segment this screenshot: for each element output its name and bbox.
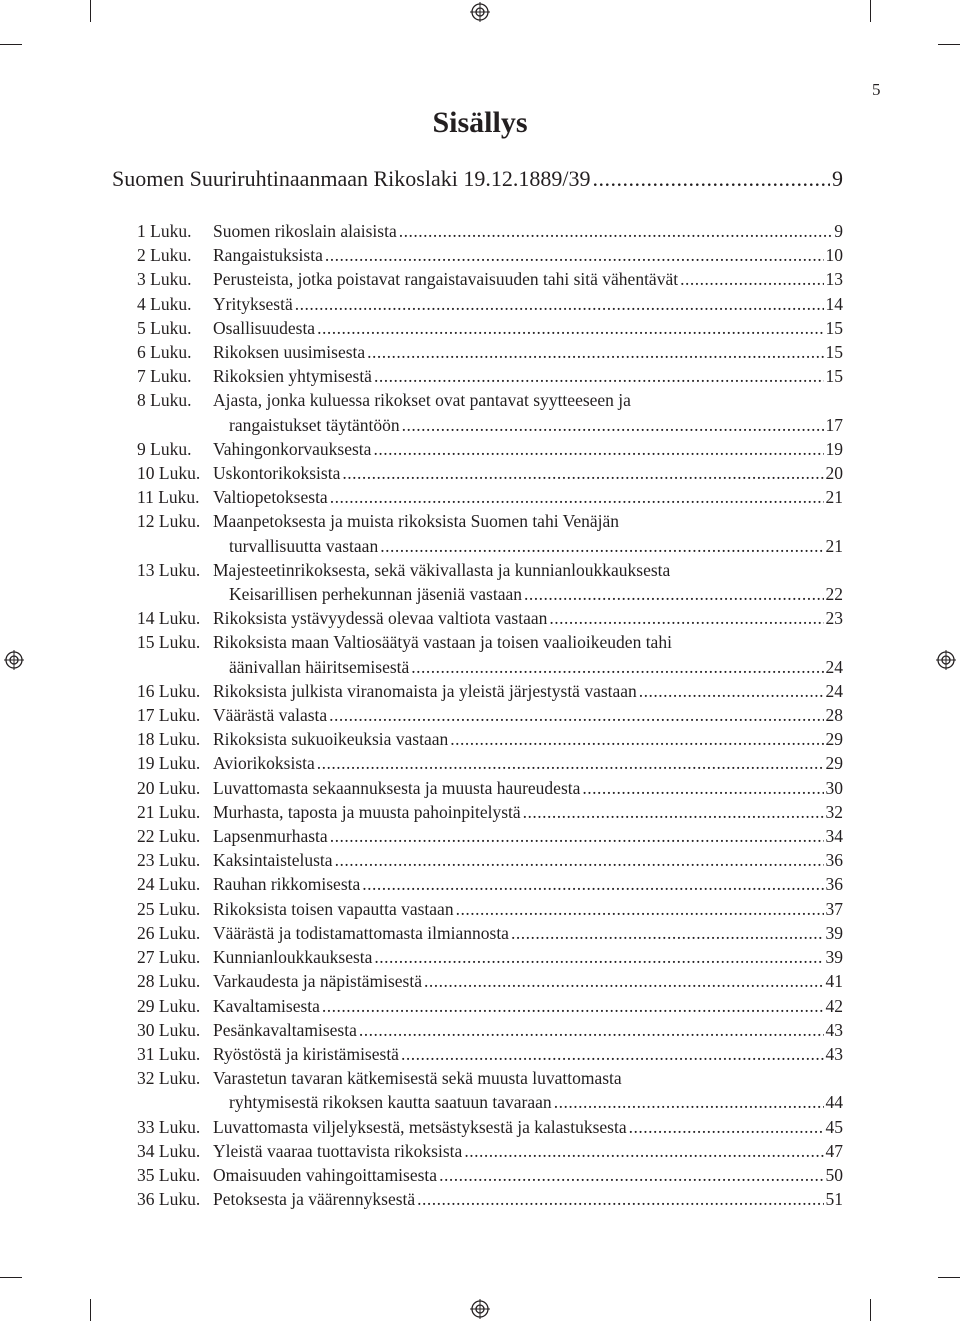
crop-mark (938, 44, 960, 45)
toc-entry-title-continued: ryhtymisestä rikoksen kautta saatuun tavaraan (229, 1092, 552, 1113)
toc-entry-number: 5 Luku. (137, 317, 192, 338)
toc-entry-number: 22 Luku. (137, 826, 201, 847)
toc-leader-dots (549, 606, 823, 630)
toc-entry-page: 15 (825, 342, 843, 363)
toc-entry-number: 10 Luku. (137, 463, 201, 484)
toc-entry-number: 33 Luku. (137, 1116, 201, 1137)
toc-leader-dots (295, 292, 824, 316)
toc-entry-title: Yleistä vaaraa tuottavista rikoksista (213, 1140, 463, 1161)
toc-entry[interactable] (137, 509, 843, 557)
toc-leader-dots (359, 1018, 824, 1042)
toc-entry[interactable] (137, 1115, 843, 1139)
toc-entry[interactable] (137, 1139, 843, 1163)
toc-entry-title: Vahingonkorvauksesta (213, 438, 372, 459)
crop-mark (870, 1299, 871, 1321)
toc-entry-title: Omaisuuden vahingoittamisesta (213, 1164, 438, 1185)
page-number: 5 (872, 80, 881, 99)
toc-entry-title-continued: turvallisuutta vastaan (229, 535, 379, 556)
toc-entry-title: Ajasta, jonka kuluessa rikokset ovat pantavat syytteeseen ja (213, 390, 631, 411)
toc-leader-dots (464, 1139, 823, 1163)
toc-leader-dots (554, 1090, 824, 1114)
toc-leader-dots (417, 1187, 823, 1211)
toc-entry-number: 36 Luku. (137, 1189, 201, 1210)
toc-leader-dots (373, 437, 823, 461)
toc-leader-dots (330, 485, 824, 509)
toc-entry[interactable] (137, 703, 843, 727)
crop-mark (90, 1299, 91, 1321)
toc-leader-dots (629, 1115, 824, 1139)
toc-entry-title: Rikoksien yhtymisestä (213, 366, 372, 387)
toc-entry-number: 9 Luku. (137, 438, 192, 459)
toc-entry-title: Uskontorikoksista (213, 463, 341, 484)
toc-entry-page: 24 (825, 680, 843, 701)
registration-target-icon (470, 2, 490, 22)
toc-entry[interactable] (137, 340, 843, 364)
toc-entry-page: 30 (825, 777, 843, 798)
toc-entry-title: Valtiopetoksesta (213, 487, 328, 508)
toc-entry[interactable] (137, 316, 843, 340)
toc-main-entry-page: 9 (832, 166, 843, 191)
toc-entry-title: Suomen rikoslain alaisista (213, 221, 397, 241)
toc-entry-number: 12 Luku. (137, 511, 201, 532)
toc-entry-page: 43 (825, 1043, 843, 1064)
toc-entry-number: 19 Luku. (137, 753, 201, 774)
toc-entry[interactable] (137, 921, 843, 945)
crop-mark (0, 44, 22, 45)
toc-entry-page: 29 (825, 753, 843, 774)
toc-leader-dots (367, 340, 823, 364)
toc-entry[interactable] (137, 485, 843, 509)
toc-entry-page: 44 (825, 1092, 843, 1113)
toc-leader-dots (329, 703, 823, 727)
registration-target-icon (936, 650, 956, 670)
toc-entry-page: 50 (825, 1164, 843, 1185)
toc-entry-number: 34 Luku. (137, 1140, 201, 1161)
toc-entry-number: 11 Luku. (137, 487, 200, 508)
toc-entry-title: Murhasta, taposta ja muusta pahoinpitelystä (213, 801, 521, 822)
toc-entry-number: 25 Luku. (137, 898, 201, 919)
toc-entry-page: 37 (825, 898, 843, 919)
toc-entry-number: 3 Luku. (137, 269, 192, 290)
toc-entry-number: 23 Luku. (137, 850, 201, 871)
toc-entry-title: Lapsenmurhasta (213, 826, 328, 847)
toc-entry[interactable] (137, 243, 843, 267)
toc-entry[interactable] (137, 1066, 843, 1114)
toc-entry-page: 17 (825, 414, 843, 435)
toc-entry-title: Luvattomasta viljelyksestä, metsästyksestä ja kalastuksesta (213, 1116, 627, 1137)
toc-entry-title: Kavaltamisesta (213, 995, 320, 1016)
toc-entry-title: Perusteista, jotka poistavat rangaistavaisuuden tahi sitä vähentävät (213, 269, 679, 290)
toc-entry-page: 21 (825, 535, 843, 556)
toc-leader-dots (317, 316, 823, 340)
toc-entry-page: 41 (825, 971, 843, 992)
toc-leader-dots (439, 1163, 823, 1187)
toc-entry-number: 14 Luku. (137, 608, 201, 629)
toc-entry-number: 17 Luku. (137, 705, 201, 726)
toc-leader-dots (450, 727, 823, 751)
toc-entry[interactable] (137, 364, 843, 388)
toc-leader-dots (342, 461, 823, 485)
toc-entry-title-continued: Keisarillisen perhekunnan jäseniä vastaan (229, 584, 523, 605)
toc-entry[interactable] (137, 776, 843, 800)
toc-entry-title: Pesänkavaltamisesta (213, 1019, 357, 1040)
toc-entry-title: Rikoksista ystävyydessä olevaa valtiota vastaan (213, 608, 548, 629)
registration-target-icon (4, 650, 24, 670)
toc-entry[interactable] (137, 1187, 843, 1211)
toc-leader-dots (523, 800, 824, 824)
toc-entry[interactable] (137, 461, 843, 485)
toc-main-entry-title: Suomen Suuriruhtinaanmaan Rikoslaki 19.12.1889/39 (112, 166, 591, 191)
toc-entry-page: 19 (825, 438, 843, 459)
toc-leader-dots (380, 534, 823, 558)
toc-entry-title: Väärästä ja todistamattomasta ilmiannosta (213, 922, 509, 943)
toc-entry[interactable] (137, 219, 843, 243)
toc-entry-number: 7 Luku. (137, 366, 192, 387)
toc-entry-page: 29 (825, 729, 843, 750)
toc-leader-dots (639, 679, 824, 703)
toc-entry-page: 21 (825, 487, 843, 508)
toc-leader-dots (374, 364, 824, 388)
toc-entry[interactable] (137, 437, 843, 461)
toc-entry[interactable] (137, 897, 843, 921)
crop-mark (90, 0, 91, 22)
toc-entry-title: Rikoksista toisen vapautta vastaan (213, 898, 454, 919)
toc-leader-dots (325, 243, 824, 267)
toc-entry-number: 6 Luku. (137, 342, 192, 363)
toc-entry-page: 36 (825, 874, 843, 895)
toc-leader-dots (424, 969, 824, 993)
toc-entry-title-continued: äänivallan häiritsemisestä (229, 656, 410, 677)
toc-entry-title: Maanpetoksesta ja muista rikoksista Suomen tahi Venäjän (213, 511, 619, 532)
toc-entry-page: 32 (825, 801, 843, 822)
toc-entry-title: Osallisuudesta (213, 317, 316, 338)
toc-entry-title: Majesteetinrikoksesta, sekä väkivallasta ja kunnianloukkauksesta (213, 559, 671, 580)
toc-leader-dots (330, 824, 824, 848)
toc-entry-number: 24 Luku. (137, 874, 201, 895)
toc-entry-number: 35 Luku. (137, 1164, 201, 1185)
toc-entry[interactable] (137, 267, 843, 291)
toc-entry-page: 34 (825, 826, 843, 847)
toc-entry[interactable] (137, 388, 843, 436)
toc-entry-number: 1 Luku. (137, 221, 192, 241)
toc-entry-number: 31 Luku. (137, 1043, 201, 1064)
crop-mark (0, 1277, 22, 1278)
toc-entry-page: 28 (825, 705, 843, 726)
toc-leader-dots (592, 166, 830, 192)
toc-entry[interactable] (137, 994, 843, 1018)
toc-chapter-list (137, 219, 843, 1211)
toc-entry-title: Yrityksestä (213, 293, 293, 314)
toc-entry-title: Luvattomasta sekaannuksesta ja muusta haureudesta (213, 777, 581, 798)
toc-entry-page: 22 (825, 584, 843, 605)
toc-entry-title: Petoksesta ja väärennyksestä (213, 1189, 416, 1210)
toc-entry-page: 10 (825, 245, 843, 266)
toc-entry-number: 20 Luku. (137, 777, 201, 798)
toc-entry-page: 43 (825, 1019, 843, 1040)
toc-leader-dots (402, 413, 824, 437)
toc-entry-title: Ryöstöstä ja kiristämisestä (213, 1043, 399, 1064)
toc-entry-page: 39 (825, 922, 843, 943)
toc-entry-title: Väärästä valasta (213, 705, 328, 726)
toc-leader-dots (411, 655, 823, 679)
crop-mark (938, 1277, 960, 1278)
toc-entry[interactable] (137, 1042, 843, 1066)
toc-entry[interactable] (137, 606, 843, 630)
toc-entry-number: 26 Luku. (137, 922, 201, 943)
toc-entry-page: 45 (825, 1116, 843, 1137)
toc-entry[interactable] (137, 292, 843, 316)
toc-entry-page: 42 (825, 995, 843, 1016)
toc-entry-number: 18 Luku. (137, 729, 201, 750)
toc-entry-page: 20 (825, 463, 843, 484)
toc-entry-title: Varkaudesta ja näpistämisestä (213, 971, 422, 992)
toc-leader-dots (362, 872, 823, 896)
toc-entry[interactable] (137, 679, 843, 703)
toc-entry[interactable] (137, 800, 843, 824)
toc-entry-title-continued: rangaistukset täytäntöön (229, 414, 400, 435)
toc-entry-number: 27 Luku. (137, 947, 201, 968)
toc-entry-title: Aviorikoksista (213, 753, 315, 774)
toc-entry-number: 28 Luku. (137, 971, 201, 992)
toc-leader-dots (456, 897, 824, 921)
toc-entry-title: Rikoksista sukuoikeuksia vastaan (213, 729, 449, 750)
toc-entry-title: Kunnianloukkauksesta (213, 947, 373, 968)
toc-entry-title: Rikoksen uusimisesta (213, 342, 366, 363)
toc-leader-dots (401, 1042, 824, 1066)
toc-entry-title: Rangaistuksista (213, 245, 323, 266)
toc-entry[interactable] (137, 1018, 843, 1042)
toc-leader-dots (680, 267, 823, 291)
toc-entry-title: Rauhan rikkomisesta (213, 874, 361, 895)
toc-entry-number: 16 Luku. (137, 680, 201, 701)
toc-leader-dots (317, 751, 824, 775)
toc-entry-page: 47 (825, 1140, 843, 1161)
crop-mark (870, 0, 871, 22)
toc-entry-number: 13 Luku. (137, 559, 201, 580)
toc-entry[interactable] (137, 630, 843, 678)
toc-leader-dots (524, 582, 823, 606)
toc-entry-page: 51 (825, 1189, 843, 1210)
toc-entry[interactable] (137, 727, 843, 751)
registration-target-icon (470, 1299, 490, 1319)
toc-entry[interactable] (137, 824, 843, 848)
toc-entry-page: 13 (825, 269, 843, 290)
toc-entry-number: 2 Luku. (137, 245, 192, 266)
toc-entry-page: 14 (825, 293, 843, 314)
toc-entry[interactable] (137, 945, 843, 969)
toc-entry[interactable] (137, 848, 843, 872)
toc-entry-page: 36 (825, 850, 843, 871)
toc-entry-title: Kaksintaistelusta (213, 850, 333, 871)
toc-main-entry[interactable] (112, 166, 843, 192)
toc-entry-page: 24 (825, 656, 843, 677)
toc-entry-title: Rikoksista maan Valtiosäätyä vastaan ja toisen vaalioikeuden tahi (213, 632, 672, 653)
toc-entry[interactable] (137, 751, 843, 775)
toc-entry-number: 8 Luku. (137, 390, 192, 411)
toc-entry[interactable] (137, 1163, 843, 1187)
toc-entry-page: 23 (825, 608, 843, 629)
toc-leader-dots (322, 994, 824, 1018)
toc-entry[interactable] (137, 872, 843, 896)
toc-entry-number: 21 Luku. (137, 801, 201, 822)
toc-leader-dots (511, 921, 824, 945)
toc-leader-dots (399, 219, 833, 243)
toc-leader-dots (582, 776, 823, 800)
toc-entry-page: 15 (825, 317, 843, 338)
toc-leader-dots (374, 945, 823, 969)
toc-entry-title: Rikoksista julkista viranomaista ja yleistä järjestystä vastaan (213, 680, 637, 701)
toc-entry-number: 4 Luku. (137, 293, 192, 314)
toc-entry-page: 39 (825, 947, 843, 968)
toc-leader-dots (335, 848, 824, 872)
toc-entry-page: 9 (834, 221, 843, 241)
page-title: Sisällys (432, 106, 528, 139)
toc-entry-title: Varastetun tavaran kätkemisestä sekä muusta luvattomasta (213, 1068, 622, 1089)
toc-entry-number: 30 Luku. (137, 1019, 201, 1040)
toc-entry[interactable] (137, 558, 843, 606)
toc-entry-number: 29 Luku. (137, 995, 201, 1016)
toc-entry[interactable] (137, 969, 843, 993)
toc-entry-number: 32 Luku. (137, 1068, 201, 1089)
toc-entry-page: 15 (825, 366, 843, 387)
toc-entry-number: 15 Luku. (137, 632, 201, 653)
